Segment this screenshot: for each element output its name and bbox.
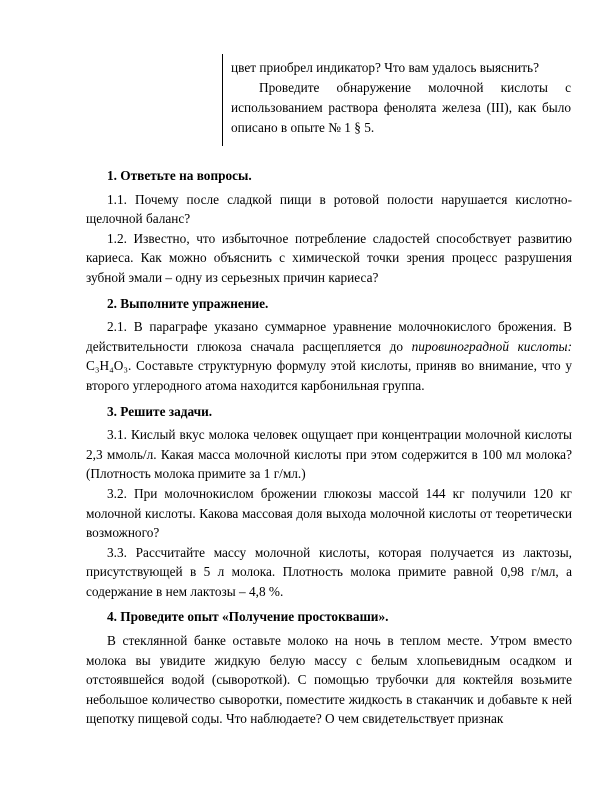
main-body <box>86 160 572 729</box>
section-4-heading: 4. Проведите опыт «Получение простокваши». <box>107 609 389 625</box>
task-3-2: 3.2. При молочнокислом брожении глюкозы массой 144 кг получили 120 кг молочной кислоты. Какова массовая доля выхода молочной кислоты от теоретически возможного? <box>86 485 572 541</box>
experiment-4-text: В стеклянной банке оставьте молоко на ночь в теплом месте. Утром вместо молока вы увидите жидкую белую массу с белым хлопьевидным осадком и отстоявшейся водой (сывороткой). С помощью трубочки для коктейля возьмите небольшое количество сыворотки, поместите жидкость в стаканчик и добавьте к ней щепотку пищевой соды. Что наблюдаете? О чем свидетельствует признак <box>86 633 572 727</box>
task-3-1: 3.1. Кислый вкус молока человек ощущает при концентрации молочной кислоты 2,3 ммоль/л. Какая масса молочной кислоты при этом содержится в 100 мл молока? (Плотность молока примите за 1 г/мл.) <box>86 427 572 482</box>
section-1-heading: 1. Ответьте на вопросы. <box>107 168 252 183</box>
margin-rule <box>222 54 223 146</box>
exercise-2-1 <box>86 317 572 395</box>
exercise-text: 2.1. В параграфе указано суммарное уравнение молочнокислого брожения. В действительности глюкоза сначала расщепляется до <box>86 319 572 354</box>
continuation-line: цвет приобрел индикатор? Что вам удалось выяснить? <box>231 60 539 75</box>
section-2-heading: 2. Выполните упражнение. <box>107 295 269 311</box>
chemical-formula: C₃H₄O₃ <box>86 358 128 374</box>
continuation-block <box>222 54 579 146</box>
task-3-3: 3.3. Рассчитайте массу молочной кислоты, которая получается из лактозы, присутствующей в 5 л молока. Плотность молока примите равной 0,98 г/мл, а содержание в нем лактозы – 4,8 %. <box>86 544 572 599</box>
section-3-heading: 3. Решите задачи. <box>107 403 213 419</box>
continuation-paragraph: Проведите обнаружение молочной кислоты с использованием раствора фенолята железа (III), как было описано в опыте № 1 § 5. <box>231 80 571 135</box>
exercise-text-end: . Составьте структурную формулу этой кислоты, приняв во внимание, что у второго углеродного атома находится карбонильная группа. <box>86 358 572 393</box>
acid-name-italic: пировиноградной кислоты: <box>411 338 572 354</box>
question-1-1: 1.1. Почему после сладкой пищи в ротовой полости нарушается кислотно-щелочной баланс? <box>86 191 572 227</box>
continuation-text <box>231 58 571 138</box>
question-1-2: 1.2. Известно, что избыточное потребление сладостей способствует развитию кариеса. Как можно объяснить с химической точки зрения процесс разрушения зубной эмали – одну из серьезных причин кариеса? <box>86 230 572 285</box>
